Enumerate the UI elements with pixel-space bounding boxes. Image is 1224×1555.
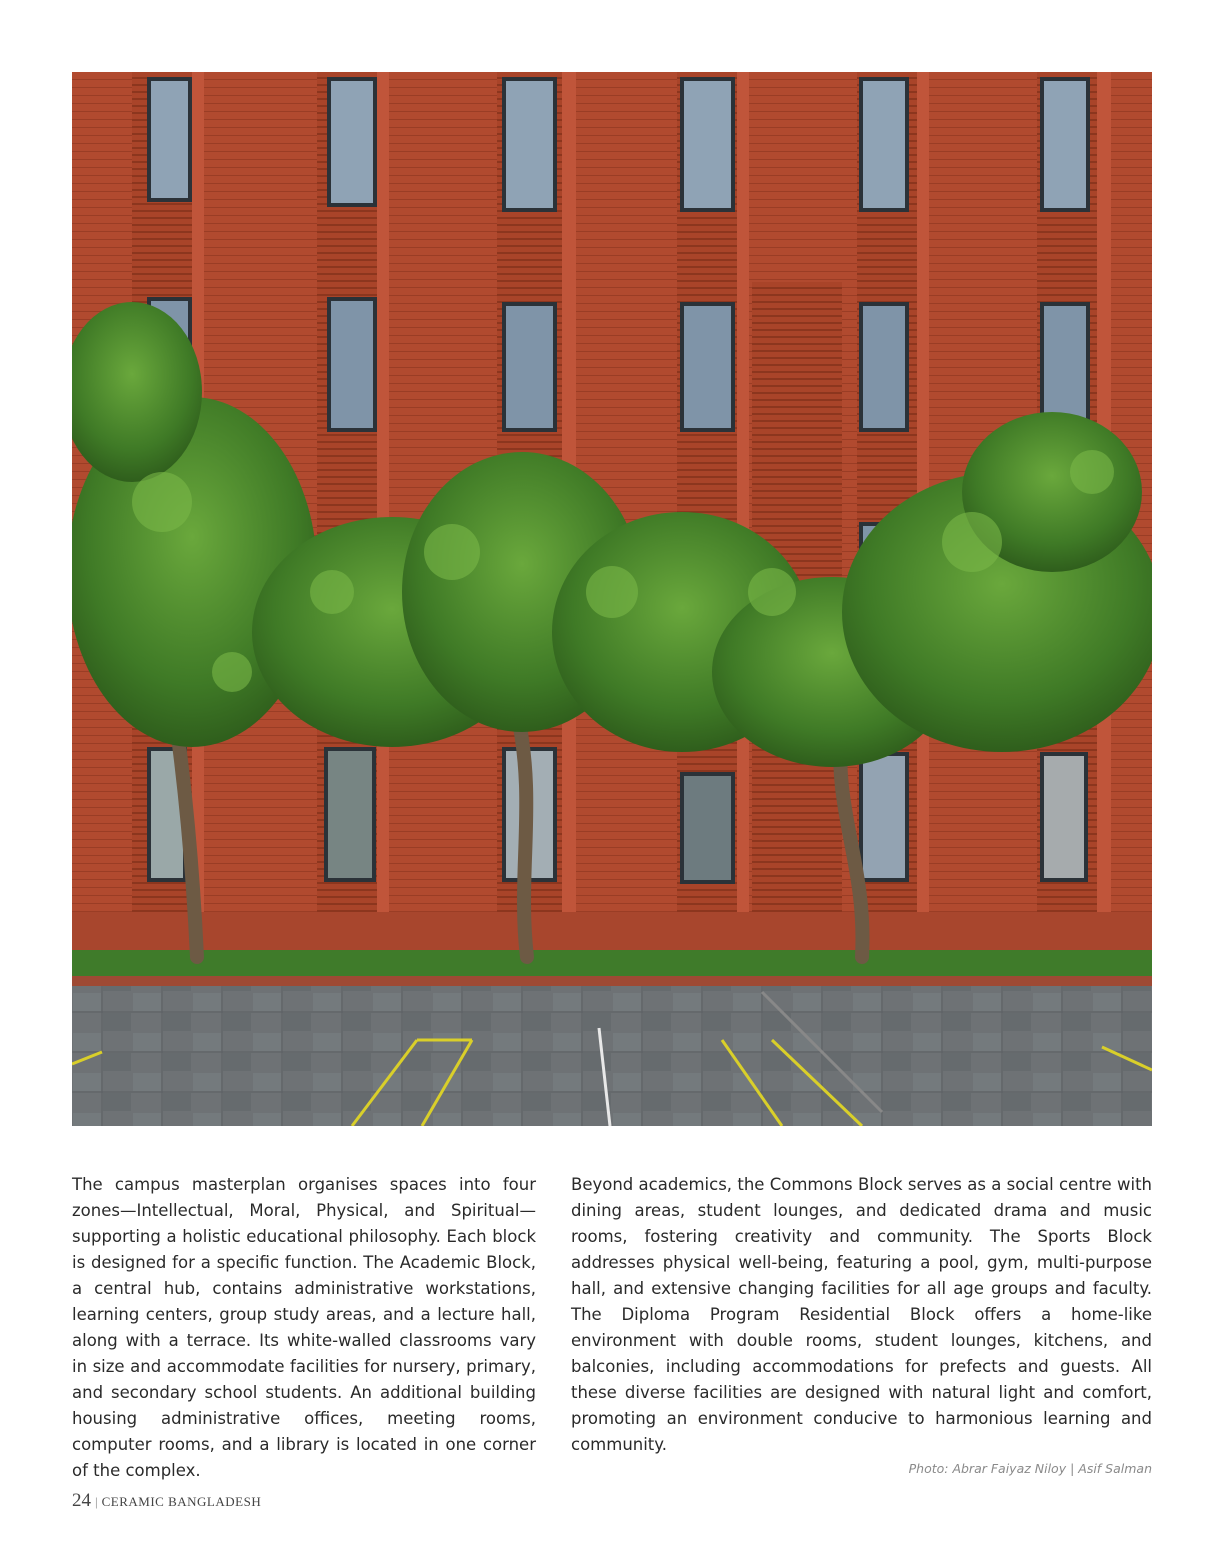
curb — [72, 976, 1152, 986]
grass-strip — [72, 950, 1152, 978]
photo-credit: Photo: Abrar Faiyaz Niloy | Asif Salman — [908, 1461, 1152, 1476]
body-paragraph-right: Beyond academics, the Commons Block serves as a social centre with dining areas, student lounges, and dedicated drama and music rooms, fostering creativity and community. The Sports Block addresses physical well-being, featuring a pool, gym, multi-purpose hall, and extensive changing facilities for all age groups and faculty. The Diploma Program Residential Block offers a home-like environment with double rooms, student lounges, kitchens, and balconies, including accommodations for prefects and guests. All these diverse facilities are designed with natural light and comfort, promoting an environment conducive to harmonious learning and community. — [571, 1175, 1152, 1454]
building-photo — [72, 72, 1152, 1126]
paved-courtyard — [72, 986, 1152, 1126]
facade-plinth — [72, 912, 1152, 952]
building-photo-illustration — [72, 72, 1152, 1126]
publication-name: CERAMIC BANGLADESH — [101, 1494, 262, 1509]
page-number: 24 — [72, 1490, 91, 1511]
footer-separator: | — [95, 1494, 98, 1509]
page-footer — [72, 1490, 261, 1512]
body-paragraph-left: The campus masterplan organises spaces into four zones—Intellectual, Moral, Physical, and Spiritual—supporting a holistic educational philosophy. Each block is designed for a specific function. The Academic Block, a central hub, contains administrative workstations, learning centers, group study areas, and a lecture hall, along with a terrace. Its white-walled classrooms vary in size and accommodate facilities for nursery, primary, and secondary school students. An additional building housing administrative offices, meeting rooms, computer rooms, and a library is located in one corner of the complex. — [72, 1175, 536, 1480]
